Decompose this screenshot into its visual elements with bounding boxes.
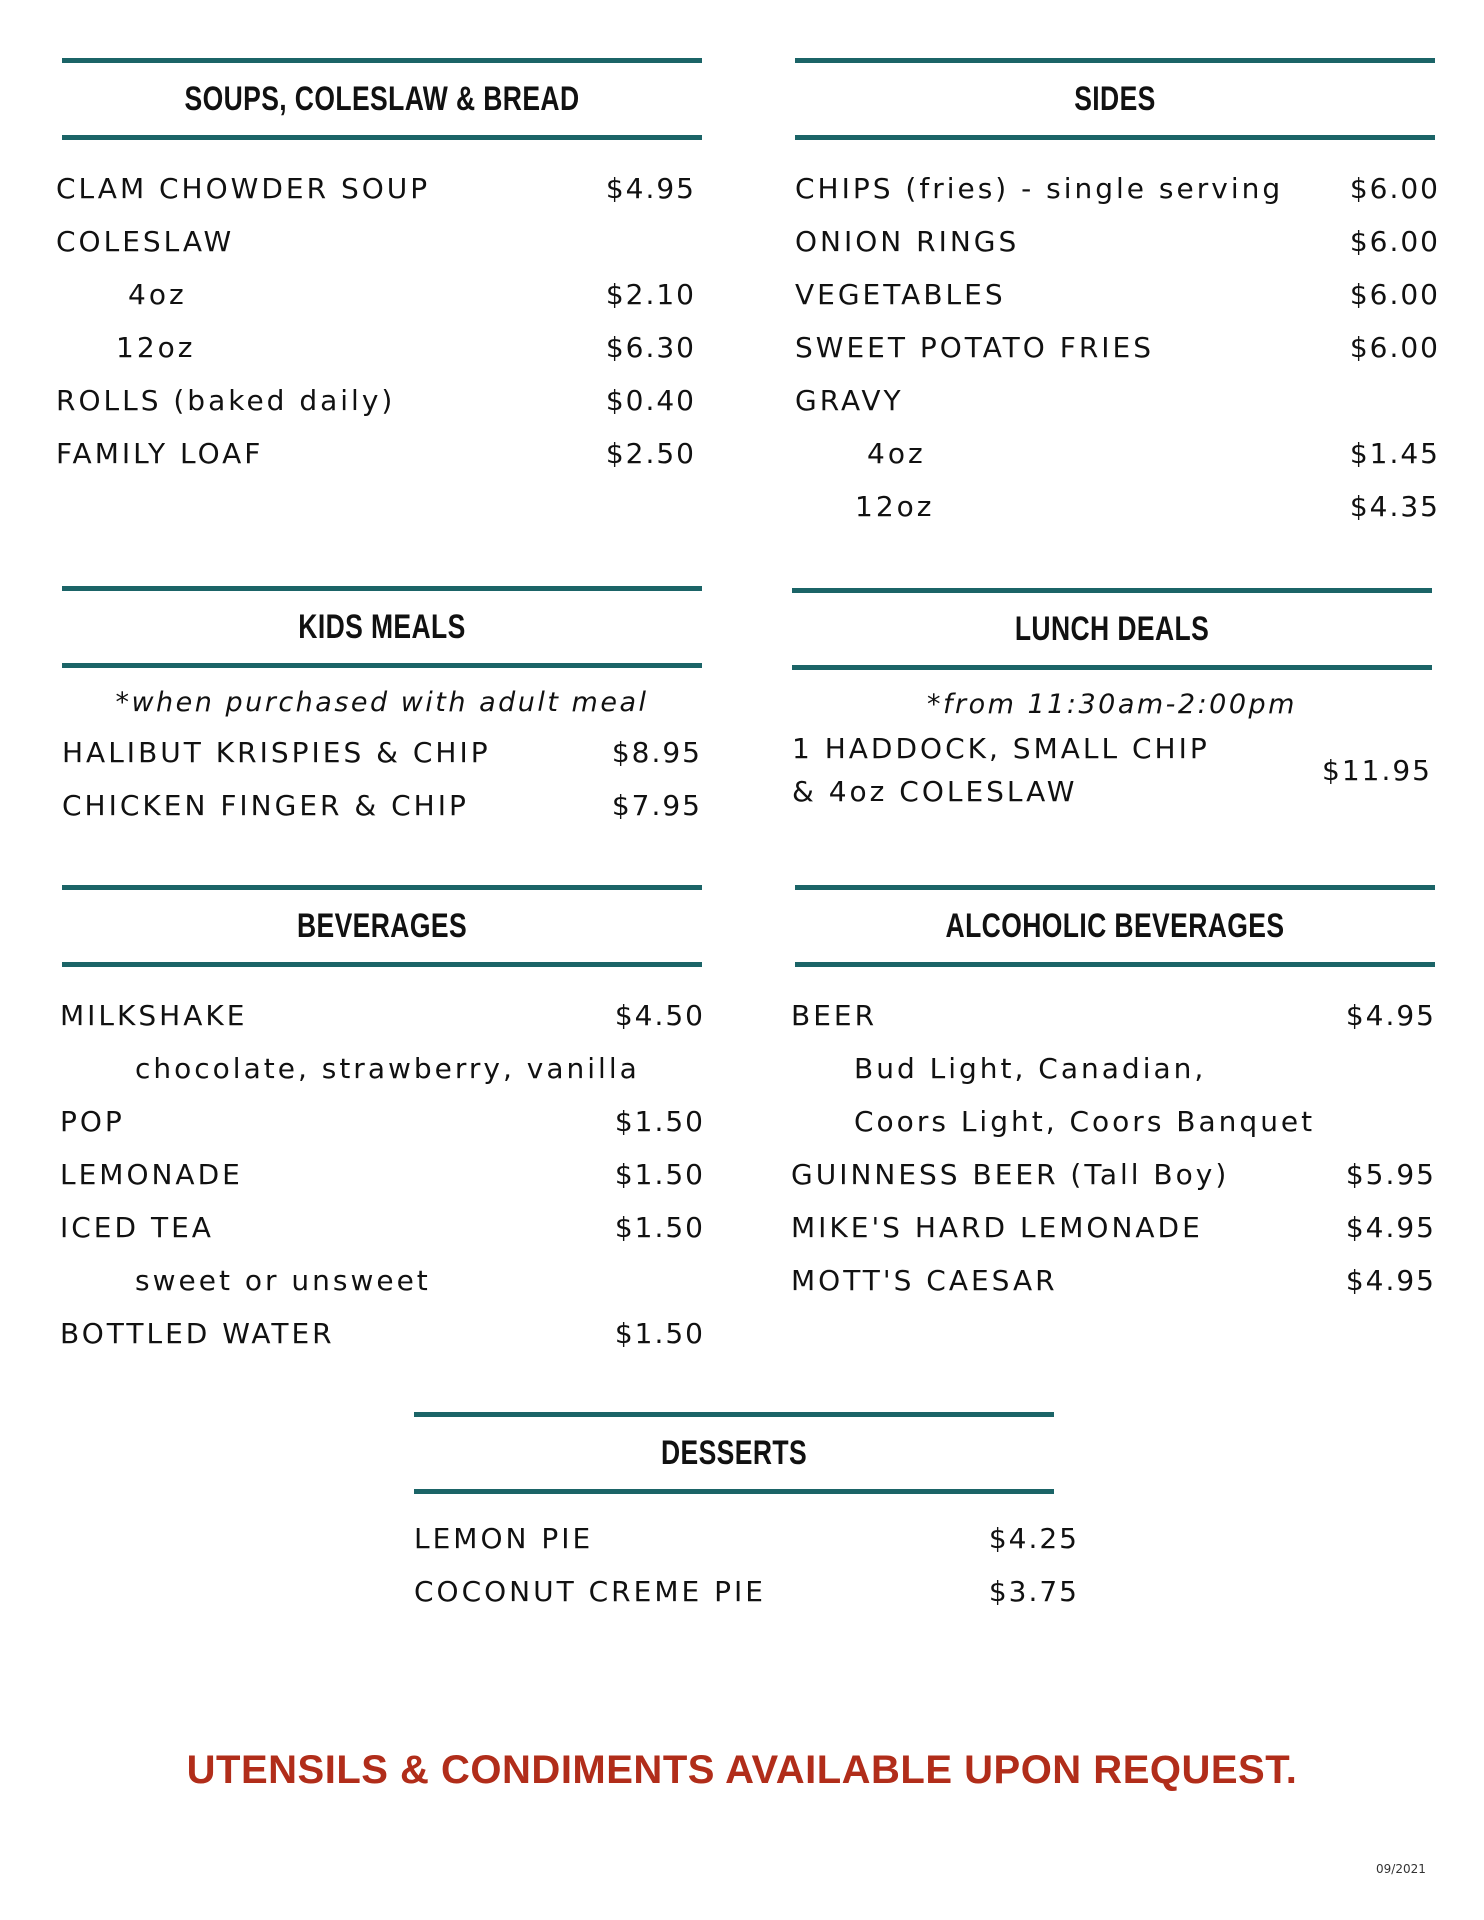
item-label: CHICKEN FINGER & CHIP [62,789,469,822]
item-price: $6.00 [1349,278,1440,311]
menu-item [60,1307,705,1360]
item-price: $6.00 [1349,331,1440,364]
item-label: ICED TEA [60,1211,214,1244]
menu-item-description [60,1254,705,1307]
item-price: $5.95 [1345,1158,1436,1191]
menu-item [795,215,1440,268]
menu-item [60,1201,705,1254]
menu-item [791,989,1436,1042]
item-price: $3.75 [988,1575,1079,1608]
item-label: GUINNESS BEER (Tall Boy) [791,1158,1230,1191]
menu-item [792,724,1432,816]
item-label: MOTT'S CAESAR [791,1264,1058,1297]
menu-item [795,268,1440,321]
item-label: ROLLS (baked daily) [56,384,396,417]
section-bottom-rule [795,135,1435,140]
menu-item [414,1565,1079,1618]
section-alcoholic-beverages [791,885,1436,1307]
item-price: $2.10 [605,278,696,311]
item-label: LEMON PIE [414,1522,594,1555]
item-price: $7.95 [611,789,702,822]
menu-item [795,162,1440,215]
section-soups [56,58,702,480]
item-price: $6.30 [605,331,696,364]
item-price: $1.50 [614,1158,705,1191]
item-label: MIKE'S HARD LEMONADE [791,1211,1203,1244]
section-title: BEVERAGES [296,907,468,945]
item-label: Coors Light, Coors Banquet [854,1105,1316,1138]
section-bottom-rule [414,1489,1054,1494]
menu-item [56,374,696,427]
revision-date: 09/2021 [1376,1862,1426,1876]
menu-item [414,1512,1079,1565]
section-bottom-rule [62,663,702,668]
section-note: *when purchased with adult meal [115,687,649,718]
menu-item [791,1201,1436,1254]
item-label: COCONUT CREME PIE [414,1575,766,1608]
item-label: POP [60,1105,125,1138]
item-price: $4.25 [988,1522,1079,1555]
item-label: BOTTLED WATER [60,1317,335,1350]
item-price: $1.45 [1349,437,1440,470]
section-title: LUNCH DEALS [1014,610,1210,648]
item-price: $0.40 [605,384,696,417]
item-label: COLESLAW [56,225,235,258]
section-title: KIDS MEALS [298,608,466,646]
item-label [792,727,1210,813]
section-bottom-rule [795,962,1435,967]
menu-item [795,321,1440,374]
menu-item [56,321,696,374]
item-price: $4.95 [1345,999,1436,1032]
section-kids-meals [62,586,702,832]
section-bottom-rule [792,665,1432,670]
section-title: SOUPS, COLESLAW & BREAD [184,80,580,118]
menu-item [56,162,696,215]
menu-item [62,779,702,832]
item-label-line: & 4oz COLESLAW [792,775,1078,808]
item-label-line: 1 HADDOCK, SMALL CHIP [792,732,1210,765]
section-note: *from 11:30am-2:00pm [927,689,1297,720]
item-label: Bud Light, Canadian, [854,1052,1207,1085]
menu-item [795,374,1440,427]
item-label: sweet or unsweet [135,1264,431,1297]
item-price: $2.50 [605,437,696,470]
item-price: $4.95 [605,172,696,205]
item-label: VEGETABLES [795,278,1006,311]
item-label: ONION RINGS [795,225,1020,258]
section-title: SIDES [1074,80,1156,118]
section-lunch-deals [792,588,1432,816]
item-price: $4.95 [1345,1264,1436,1297]
menu-item [795,480,1440,533]
item-label: CHIPS (fries) - single serving [795,172,1284,205]
menu-item [60,989,705,1042]
section-sides [795,58,1440,533]
item-label: 12oz [116,331,196,364]
item-label: BEER [791,999,878,1032]
item-label: MILKSHAKE [60,999,248,1032]
menu-item-description [791,1095,1436,1148]
item-label: LEMONADE [60,1158,243,1191]
condiments-notice: UTENSILS & CONDIMENTS AVAILABLE UPON REQUEST. [186,1748,1298,1792]
section-bottom-rule [62,962,702,967]
menu-item [791,1148,1436,1201]
item-label: chocolate, strawberry, vanilla [135,1052,640,1085]
item-label: FAMILY LOAF [56,437,264,470]
item-label: CLAM CHOWDER SOUP [56,172,431,205]
menu-item [60,1095,705,1148]
item-price: $1.50 [614,1317,705,1350]
menu-item [795,427,1440,480]
item-label: 4oz [867,437,926,470]
menu-item [791,1254,1436,1307]
item-label: GRAVY [795,384,904,417]
item-price: $4.35 [1349,490,1440,523]
section-bottom-rule [62,135,702,140]
item-label: HALIBUT KRISPIES & CHIP [62,736,491,769]
section-desserts [414,1412,1079,1618]
item-price: $6.00 [1349,172,1440,205]
item-label: 4oz [128,278,187,311]
item-price: $6.00 [1349,225,1440,258]
item-price: $4.95 [1345,1211,1436,1244]
item-label: 12oz [855,490,935,523]
menu-item [62,726,702,779]
menu-item [56,268,696,321]
section-title: DESSERTS [660,1434,808,1472]
item-price: $11.95 [1322,753,1432,787]
menu-item-description [60,1042,705,1095]
menu-item [56,427,696,480]
section-title: ALCOHOLIC BEVERAGES [945,907,1285,945]
menu-item-description [791,1042,1436,1095]
item-price: $8.95 [611,736,702,769]
item-price: $1.50 [614,1211,705,1244]
menu-item [56,215,696,268]
section-beverages [60,885,705,1360]
item-price: $4.50 [614,999,705,1032]
item-label: SWEET POTATO FRIES [795,331,1155,364]
item-price: $1.50 [614,1105,705,1138]
menu-item [60,1148,705,1201]
